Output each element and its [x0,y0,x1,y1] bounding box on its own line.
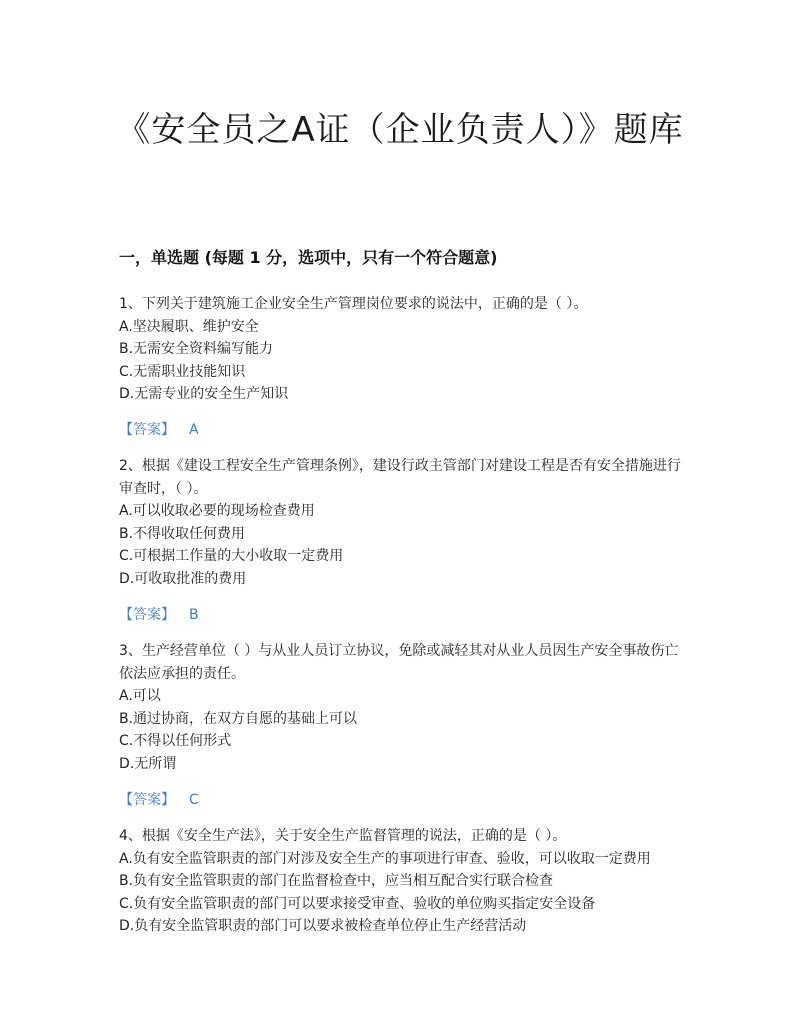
option-a: A.负有安全监管职责的部门对涉及安全生产的事项进行审查、验收，可以收取一定费用 [119,850,651,867]
question-3 [119,640,684,775]
answer-value: B [189,607,199,623]
option-d: D.负有安全监管职责的部门可以要求被检查单位停止生产经营活动 [119,918,527,934]
option-d: D.无需专业的安全生产知识 [119,386,289,402]
answer-value: C [189,792,199,808]
question-1 [119,293,684,406]
question-stem: 2、根据《建设工程安全生产管理条例》，建设行政主管部门对建设工程是否有安全措施进行审查时，（ ）。 [119,458,681,497]
option-c: C.不得以任何形式 [119,733,232,749]
option-d: D.可收取批准的费用 [119,570,247,587]
document-title: 《安全员之A证（企业负责人）》题库 [116,110,684,150]
option-c: C.可根据工作量的大小收取一定费用 [119,548,344,564]
question-4 [119,825,684,938]
section-heading: 一，单选题 (每题 1 分，选项中，只有一个符合题意) [119,248,498,267]
answer-value: A [189,422,199,438]
answer-label: 【答案】 [119,422,175,438]
option-d: D.无所谓 [119,755,177,772]
question-stem: 4、根据《安全生产法》，关于安全生产监督管理的说法，正确的是（ ）。 [119,828,567,844]
answer-3 [119,789,199,811]
answer-2 [119,604,199,626]
answer-1 [119,419,199,441]
question-stem: 1、下列关于建筑施工企业安全生产管理岗位要求的说法中，正确的是（ ）。 [119,296,588,312]
option-a: A.可以 [119,688,161,704]
question-stem: 3、生产经营单位（ ）与从业人员订立协议，免除或减轻其对从业人员因生产安全事故伤亡依法应承担的责任。 [119,643,679,682]
answer-label: 【答案】 [119,792,175,808]
option-c: C.无需职业技能知识 [119,363,246,380]
answer-label: 【答案】 [119,607,175,623]
option-c: C.负有安全监管职责的部门可以要求接受审查、验收的单位购买指定安全设备 [119,895,596,912]
option-b: B.不得收取任何费用 [119,525,246,542]
option-a: A.可以收取必要的现场检查费用 [119,503,315,519]
option-b: B.负有安全监管职责的部门在监督检查中，应当相互配合实行联合检查 [119,873,554,889]
option-b: B.通过协商，在双方自愿的基础上可以 [119,710,358,727]
question-2 [119,455,684,590]
option-a: A.坚决履职、维护安全 [119,318,259,335]
option-b: B.无需安全资料编写能力 [119,341,274,357]
